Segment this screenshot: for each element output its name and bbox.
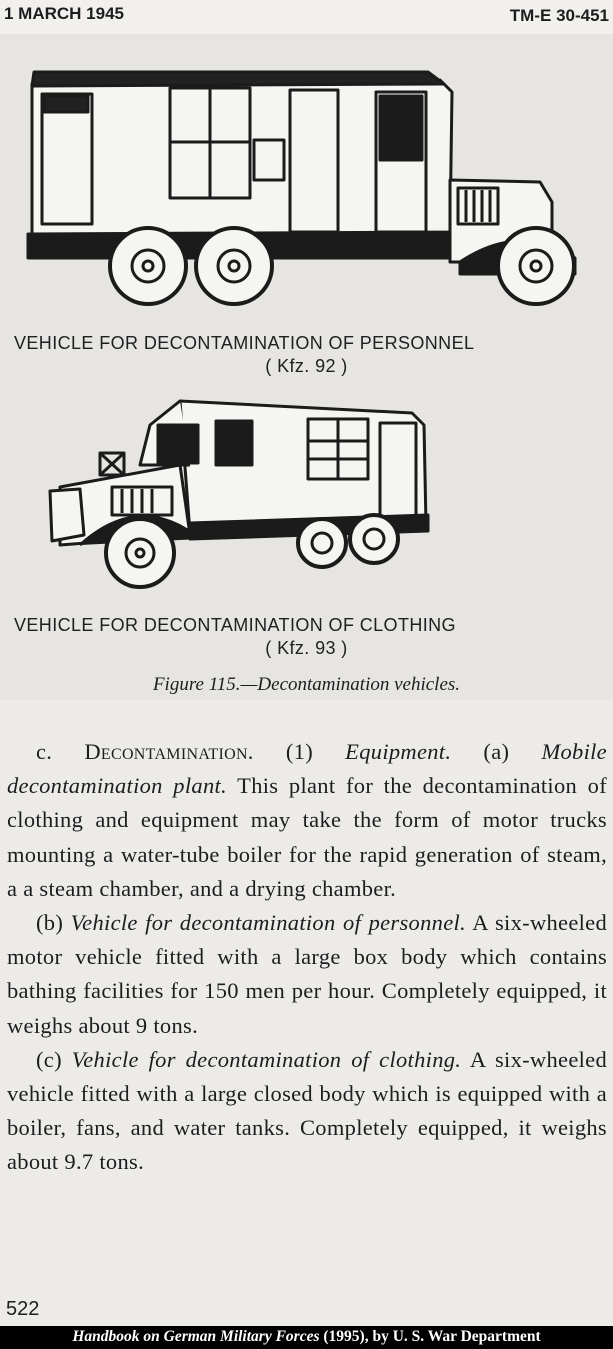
body-text bbox=[7, 735, 607, 1180]
section-heading: Decontamination. bbox=[84, 739, 254, 764]
paragraph-clothing-vehicle: (c) Vehicle for decontamination of clothing. A six-wheeled vehicle fitted with a large closed body which is equipped with a boiler, fans, and water tanks. Completely equipped, it weighs about 9.7 tons. bbox=[7, 1046, 607, 1175]
personnel-vehicle-illustration bbox=[20, 62, 585, 312]
paragraph-personnel-vehicle: (b) Vehicle for decontamination of personnel. A six-wheeled motor vehicle fitted with a large box body which contains bathing facilities for 150 men per hour. Completely equipped, it weighs about 9 tons. bbox=[7, 910, 608, 1038]
vehicle2-code: ( Kfz. 93 ) bbox=[265, 638, 348, 658]
paragraph-equipment: c. Decontamination. (1) Equipment. (a) Mobile decontamination plant. This plant for the decontamination of clothing and equipment may take the form of motor trucks mounting a water-tube boiler for the rapid generation of steam, a a steam chamber, and a drying chamber. bbox=[7, 739, 607, 901]
credit-book-title: Handbook on German Military Forces bbox=[72, 1328, 320, 1345]
header-date: 1 MARCH 1945 bbox=[4, 4, 124, 23]
header-manual-number: TM-E 30-451 bbox=[509, 6, 609, 25]
vehicle1-code: ( Kfz. 92 ) bbox=[265, 356, 348, 376]
source-credit bbox=[0, 1326, 613, 1349]
clothing-vehicle-illustration bbox=[40, 395, 440, 590]
page-number: 522 bbox=[6, 1298, 40, 1320]
vehicle2-title: VEHICLE FOR DECONTAMINATION OF CLOTHING bbox=[14, 615, 456, 635]
page-header bbox=[0, 0, 613, 34]
figure-caption: Figure 115.—Decontamination vehicles. bbox=[152, 674, 461, 695]
vehicle1-title: VEHICLE FOR DECONTAMINATION OF PERSONNEL bbox=[14, 333, 475, 353]
credit-rest: (1995), by U. S. War Department bbox=[319, 1328, 541, 1345]
